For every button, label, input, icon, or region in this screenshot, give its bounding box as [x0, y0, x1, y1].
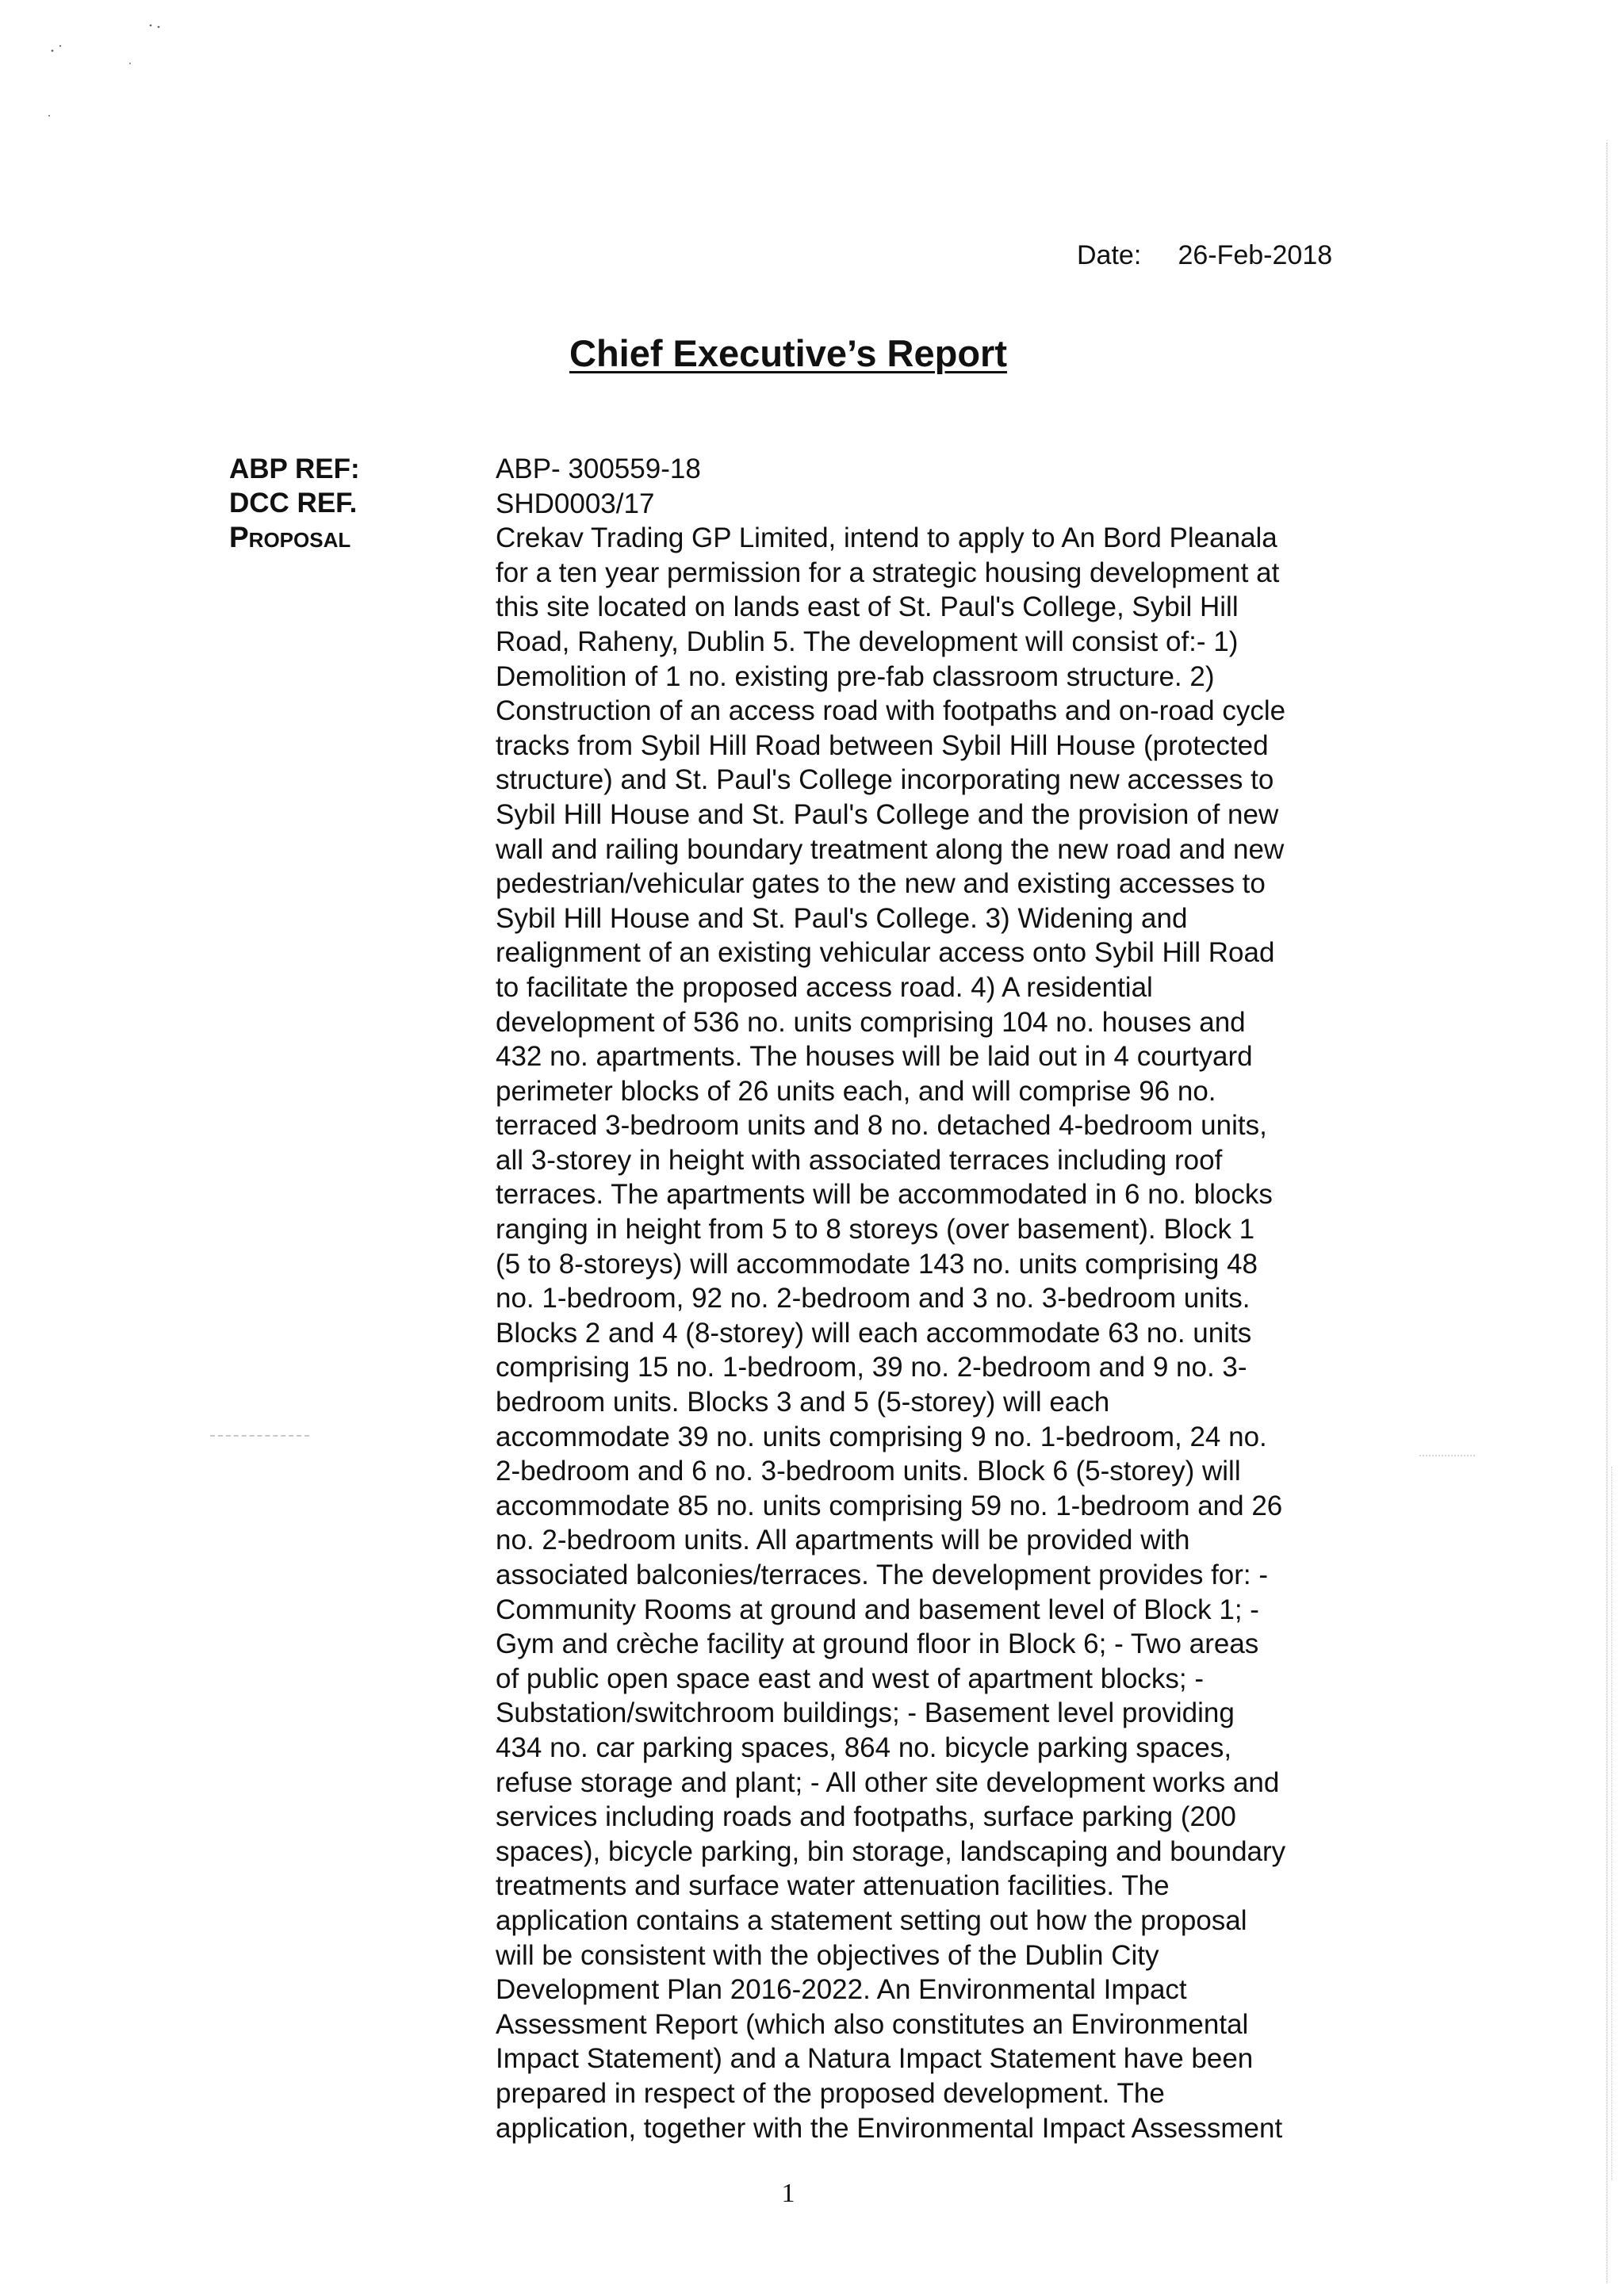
- scan-artifact-dashes: [1419, 1455, 1475, 1456]
- proposal-text: [496, 521, 1368, 2145]
- proposal-line: all 3-storey in height with associated terraces including roof: [496, 1144, 1223, 1176]
- reference-values: [496, 452, 1368, 2145]
- proposal-line: development of 536 no. units comprising 104 no. houses and: [496, 1006, 1246, 1038]
- proposal-line: ranging in height from 5 to 8 storeys (over basement). Block 1: [496, 1214, 1255, 1246]
- proposal-line: accommodate 85 no. units comprising 59 no. 1-bedroom and 26: [496, 1490, 1283, 1521]
- dcc-ref-label: DCC REF.: [229, 488, 358, 519]
- proposal-line: wall and railing boundary treatment along the new road and new: [496, 833, 1285, 865]
- proposal-line: Demolition of 1 no. existing pre-fab classroom structure. 2): [496, 660, 1215, 692]
- proposal-line: no. 1-bedroom, 92 no. 2-bedroom and 3 no. 3-bedroom units.: [496, 1283, 1251, 1314]
- page-title: Chief Executive’s Report: [569, 332, 1007, 374]
- page-number: 1: [781, 2179, 795, 2208]
- proposal-line: accommodate 39 no. units comprising 9 no. 1-bedroom, 24 no.: [496, 1421, 1267, 1452]
- proposal-line: Community Rooms at ground and basement level of Block 1; -: [496, 1594, 1259, 1625]
- scan-edge-line: [1611, 1467, 1612, 2180]
- proposal-line: Gym and crèche facility at ground floor in Block 6; - Two areas: [496, 1628, 1259, 1660]
- proposal-line: tracks from Sybil Hill Road between Sybil Hill House (protected: [496, 729, 1269, 761]
- proposal-line: Assessment Report (which also constitutes an Environmental: [496, 2008, 1249, 2040]
- date-row: [1077, 239, 1332, 271]
- proposal-line: pedestrian/vehicular gates to the new and existing accesses to: [496, 868, 1266, 900]
- proposal-line: prepared in respect of the proposed development. The: [496, 2077, 1165, 2109]
- proposal-line: terraced 3-bedroom units and 8 no. detached 4-bedroom units,: [496, 1110, 1267, 1142]
- proposal-line: Substation/switchroom buildings; - Basement level providing: [496, 1697, 1235, 1729]
- dcc-ref-value: SHD0003/17: [496, 488, 655, 519]
- proposal-line: 2-bedroom and 6 no. 3-bedroom units. Block 6 (5-storey) will: [496, 1456, 1241, 1487]
- proposal-line: perimeter blocks of 26 units each, and will comprise 96 no.: [496, 1075, 1216, 1107]
- proposal-line: to facilitate the proposed access road. 4) A residential: [496, 971, 1153, 1003]
- proposal-line: bedroom units. Blocks 3 and 5 (5-storey) will each: [496, 1387, 1110, 1418]
- proposal-line: of public open space east and west of apartment blocks; -: [496, 1663, 1205, 1694]
- scan-artifact-specks: [48, 16, 174, 143]
- proposal-line: spaces), bicycle parking, bin storage, landscaping and boundary: [496, 1835, 1286, 1867]
- proposal-line: no. 2-bedroom units. All apartments will be provided with: [496, 1525, 1190, 1556]
- abp-ref-value: ABP- 300559-18: [496, 453, 701, 484]
- date-label: Date:: [1077, 240, 1142, 270]
- proposal-line: Sybil Hill House and St. Paul's College and the provision of new: [496, 798, 1279, 830]
- proposal-line: Development Plan 2016-2022. An Environmental Impact: [496, 1974, 1187, 2006]
- proposal-line: structure) and St. Paul's College incorporating new accesses to: [496, 764, 1274, 796]
- proposal-line: Crekav Trading GP Limited, intend to apply to An Bord Pleanala: [496, 522, 1277, 554]
- proposal-line: refuse storage and plant; - All other site development works and: [496, 1766, 1280, 1798]
- proposal-line: application, together with the Environmental Impact Assessment: [496, 2112, 1283, 2144]
- proposal-line: services including roads and footpaths, surface parking (200: [496, 1801, 1236, 1833]
- proposal-line: Road, Raheny, Dublin 5. The development will consist of:- 1): [496, 626, 1239, 657]
- proposal-line: Construction of an access road with footpaths and on-road cycle: [496, 695, 1286, 727]
- proposal-label: Proposal: [229, 521, 351, 553]
- proposal-line: treatments and surface water attenuation facilities. The: [496, 1870, 1170, 1902]
- proposal-line: (5 to 8-storeys) will accommodate 143 no. units comprising 48: [496, 1248, 1258, 1280]
- proposal-line: terraces. The apartments will be accommodated in 6 no. blocks: [496, 1179, 1273, 1211]
- abp-ref-label: ABP REF:: [229, 453, 360, 484]
- proposal-line: Blocks 2 and 4 (8-storey) will each accommodate 63 no. units: [496, 1317, 1252, 1349]
- proposal-line: 432 no. apartments. The houses will be laid out in 4 courtyard: [496, 1041, 1253, 1073]
- proposal-line: for a ten year permission for a strategic housing development at: [496, 557, 1280, 588]
- proposal-line: application contains a statement setting out how the proposal: [496, 1904, 1247, 1936]
- proposal-line: Sybil Hill House and St. Paul's College. 3) Widening and: [496, 902, 1188, 934]
- proposal-line: 434 no. car parking spaces, 864 no. bicycle parking spaces,: [496, 1732, 1232, 1763]
- scan-artifact-dashes: [210, 1435, 309, 1437]
- proposal-line: will be consistent with the objectives of the Dublin City: [496, 1939, 1159, 1971]
- proposal-line: realignment of an existing vehicular access onto Sybil Hill Road: [496, 937, 1275, 969]
- proposal-line: this site located on lands east of St. Paul's College, Sybil Hill: [496, 591, 1239, 623]
- date-value: 26-Feb-2018: [1178, 240, 1333, 270]
- reference-labels: [229, 452, 360, 554]
- proposal-line: comprising 15 no. 1-bedroom, 39 no. 2-bedroom and 9 no. 3-: [496, 1352, 1247, 1383]
- proposal-line: associated balconies/terraces. The development provides for: -: [496, 1559, 1269, 1590]
- proposal-line: Impact Statement) and a Natura Impact Statement have been: [496, 2043, 1254, 2075]
